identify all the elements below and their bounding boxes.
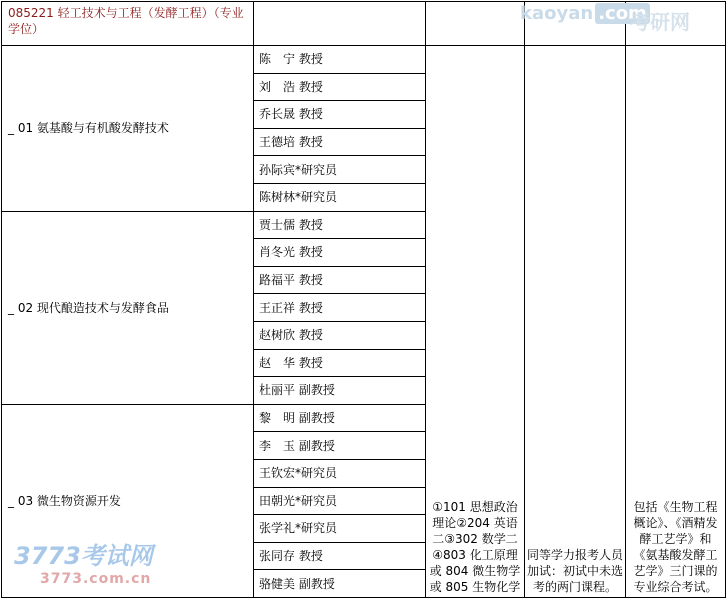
kaoyan-cn-watermark: 考研网 [630, 10, 690, 34]
program-header-row [2, 2, 726, 46]
site-watermark: 3773考试网 3773.com.cn [14, 542, 153, 587]
header-empty-cell [254, 2, 426, 46]
admission-table [1, 1, 726, 598]
supervisor-name: 张学礼*研究员 [254, 515, 426, 543]
supervisor-name: 陈 宁 教授 [254, 46, 426, 74]
supervisor-name: 乔长晟 教授 [254, 101, 426, 129]
kaoyan-watermark: kaoyan .com [520, 3, 650, 24]
research-direction-2: _ 02 现代酿造技术与发酵食品 [2, 211, 254, 404]
comprehensive-exam-note: 包括《生物工程概论》、《酒精发酵工艺学》和《氨基酸发酵工艺学》三门课的专业综合考试。 [626, 46, 726, 598]
supervisor-name: 王德培 教授 [254, 128, 426, 156]
header-empty-cell [525, 2, 626, 46]
supervisor-row [2, 46, 726, 74]
program-title: 085221 轻工技术与工程（发酵工程）（专业学位） [2, 2, 254, 46]
research-direction-1: _ 01 氨基酸与有机酸发酵技术 [2, 46, 254, 212]
supervisor-name: 黎 明 副教授 [254, 404, 426, 432]
supervisor-name: 贾士儒 教授 [254, 211, 426, 239]
supervisor-name: 孙际宾*研究员 [254, 156, 426, 184]
supervisor-name: 王正祥 教授 [254, 294, 426, 322]
supervisor-name: 赵树欣 教授 [254, 321, 426, 349]
supervisor-name: 骆健美 副教授 [254, 570, 426, 598]
supervisor-name: 张同存 教授 [254, 542, 426, 570]
header-empty-cell [426, 2, 525, 46]
supervisor-name: 田朝光*研究员 [254, 487, 426, 515]
supervisor-name: 陈树林*研究员 [254, 183, 426, 211]
supervisor-name: 肖冬光 教授 [254, 239, 426, 267]
research-direction-3: _ 03 微生物资源开发 [2, 404, 254, 597]
supervisor-name: 路福平 教授 [254, 266, 426, 294]
supervisor-name: 王钦宏*研究员 [254, 459, 426, 487]
supervisor-name: 赵 华 教授 [254, 349, 426, 377]
supervisor-name: 刘 浩 教授 [254, 73, 426, 101]
header-empty-cell [626, 2, 726, 46]
exam-subjects: ①101 思想政治理论②204 英语二③302 数学二④803 化工原理或 804 微生物学或 805 生物化学 [426, 46, 525, 598]
equivalent-education-note: 同等学力报考人员加试：初试中未选考的两门课程。 [525, 46, 626, 598]
supervisor-name: 李 玉 副教授 [254, 432, 426, 460]
supervisor-name: 杜丽平 副教授 [254, 377, 426, 405]
